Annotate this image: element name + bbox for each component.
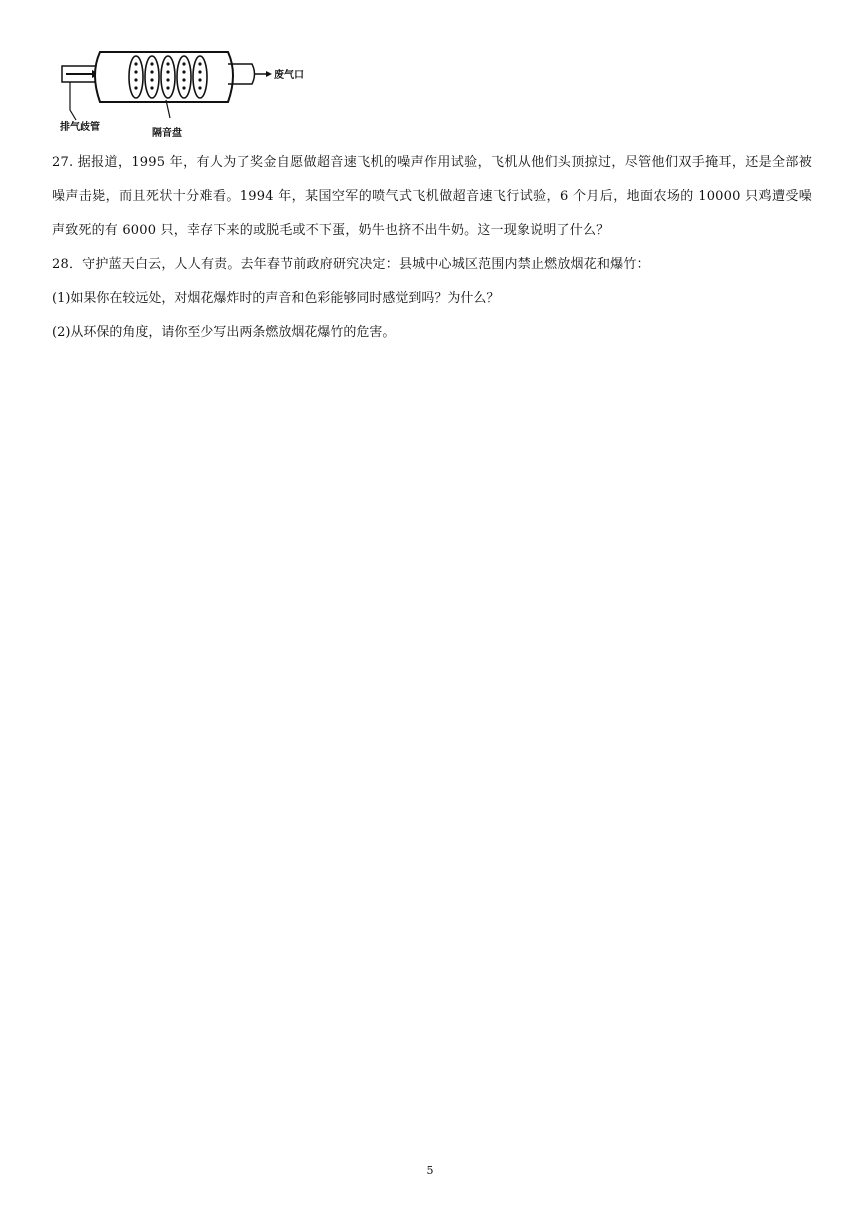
muffler-diagram <box>48 44 318 140</box>
question-28-stem: 28．守护蓝天白云，人人有责。去年春节前政府研究决定：县城中心城区范围内禁止燃放烟花和爆竹： <box>52 257 650 272</box>
exhaust-pipe-label: 排气歧管 <box>60 122 100 133</box>
muffler-diagram-svg <box>48 44 318 140</box>
questions <box>52 146 812 350</box>
question-27: 27. 据报道，1995 年，有人为了奖金自愿做超音速飞机的噪声作用试验，飞机从他们头顶掠过，尽管他们双手掩耳，还是全部被噪声击毙，而且死状十分难看。1994 年，某国空军的喷气式飞机做超音速飞行试验，6 个月后，地面农场的 10000 只鸡遭受噪声致死的有 6000 只，幸存下来的或脱毛或不下蛋，奶牛也挤不出牛奶。这一现象说明了什么？ <box>52 155 812 238</box>
pipe-leader-line <box>70 82 76 120</box>
sound-disc-label: 隔音盘 <box>152 128 182 139</box>
outlet-arrowhead <box>266 71 272 77</box>
question-28-part-2: (2)从环保的角度，请你至少写出两条燃放烟花爆竹的危害。 <box>52 325 396 340</box>
page-number: 5 <box>426 1164 434 1177</box>
question-28-part-1: (1)如果你在较远处，对烟花爆炸时的声音和色彩能够同时感觉到吗？为什么？ <box>52 291 500 306</box>
exhaust-port-label: 废气口 <box>274 70 304 81</box>
